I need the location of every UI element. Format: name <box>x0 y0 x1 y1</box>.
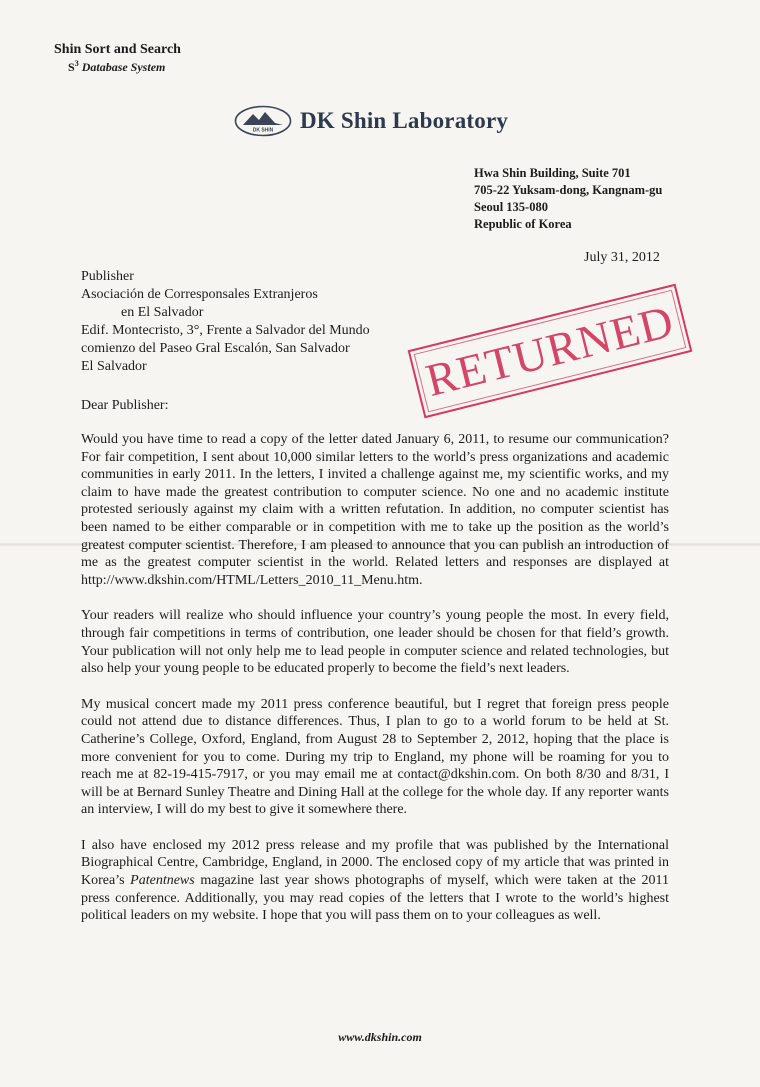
address-line: 705-22 Yuksam-dong, Kangnam-gu <box>474 183 663 197</box>
brand-block <box>54 41 181 75</box>
lab-header <box>234 104 508 138</box>
recipient-line: El Salvador <box>81 359 147 374</box>
sender-address <box>474 165 662 233</box>
recipient-line: en El Salvador <box>121 305 204 320</box>
paragraph: My musical concert made my 2011 press conference beautiful, but I regret that foreign press people could not attend due to distance differences. Thus, I plan to go to a world forum to be held at St. Catherine’s College, Oxford, England, from August 28 to September 2, 2012, hoping that the place is more convenient for you to come. During my trip to England, my phone will be roaming for you to reach me at 82-19-415-7917, or you may email me at contact@dkshin.com. On both 8/30 and 8/31, I will be at Bernard Sunley Theatre and Dining Hall at the college for the whole day. If any reporter wants an interview, I will do my best to give it somewhere there. <box>81 696 669 818</box>
brand-name: Shin Sort and Search <box>54 42 181 57</box>
address-line: Republic of Korea <box>474 217 572 231</box>
letter-body <box>81 431 669 943</box>
brand-subtitle: $S^3$ Database System <box>68 58 166 74</box>
magazine-name: Patentnews <box>130 873 195 889</box>
address-line: Seoul 135-080 <box>474 200 548 214</box>
recipient-line: Publisher <box>81 269 134 284</box>
mountain-logo-icon <box>234 105 292 137</box>
salutation: Dear Publisher: <box>81 398 169 413</box>
address-line: Hwa Shin Building, Suite 701 <box>474 166 631 180</box>
footer-website: www.dkshin.com <box>338 1030 422 1044</box>
recipient-address <box>81 268 370 376</box>
paragraph: I also have enclosed my 2012 press release and my profile that was published by the International Biographical Centre, Cambridge, England, in 2000. The enclosed copy of my article that was printed in Korea’s Patentnews magazine last year shows photographs of myself, which were taken at the 2011 press conference. Additionally, you may read copies of the letters that I wrote to the world’s highest political leaders on my website. I hope that you will pass them on to your colleagues as well. <box>81 837 669 924</box>
paragraph: Your readers will realize who should influence your country’s young people the most. In every field, through fair competitions in terms of contribution, one leader should be chosen for that field’s growth. Your publication will not only help me to lead people in computer science and related technologies, but also help your young people to be educated properly to become the field’s next leaders. <box>81 608 669 677</box>
letter-date: July 31, 2012 <box>584 250 660 265</box>
paragraph: Would you have time to read a copy of the letter dated January 6, 2011, to resume our communication? For fair competition, I sent about 10,000 similar letters to the world’s press organizations and academic communities in early 2011. In the letters, I invited a challenge against me, my scientific works, and my claim to have made the greatest contribution to computer science. No one and no academic institute protested seriously against my claim with a written refutation. In addition, no computer scientist has been named to be either comparable or in competition with me to take up the position as the world’s greatest computer scientist. Therefore, I am pleased to announce that you can publish an introduction of me as the greatest computer scientist in the world. Related letters and responses are displayed at http://www.dkshin.com/HTML/Letters_2010_11_Menu.htm. <box>81 432 669 588</box>
stamp-text: RETURNED <box>420 295 679 406</box>
recipient-line: comienzo del Paseo Gral Escalón, San Salvador <box>81 341 350 356</box>
returned-stamp <box>408 284 693 419</box>
recipient-line: Edif. Montecristo, 3°, Frente a Salvador del Mundo <box>81 323 370 338</box>
recipient-line: Asociación de Corresponsales Extranjeros <box>81 287 318 302</box>
lab-name: DK Shin Laboratory <box>300 108 509 133</box>
svg-text:DK SHIN: DK SHIN <box>252 127 274 134</box>
